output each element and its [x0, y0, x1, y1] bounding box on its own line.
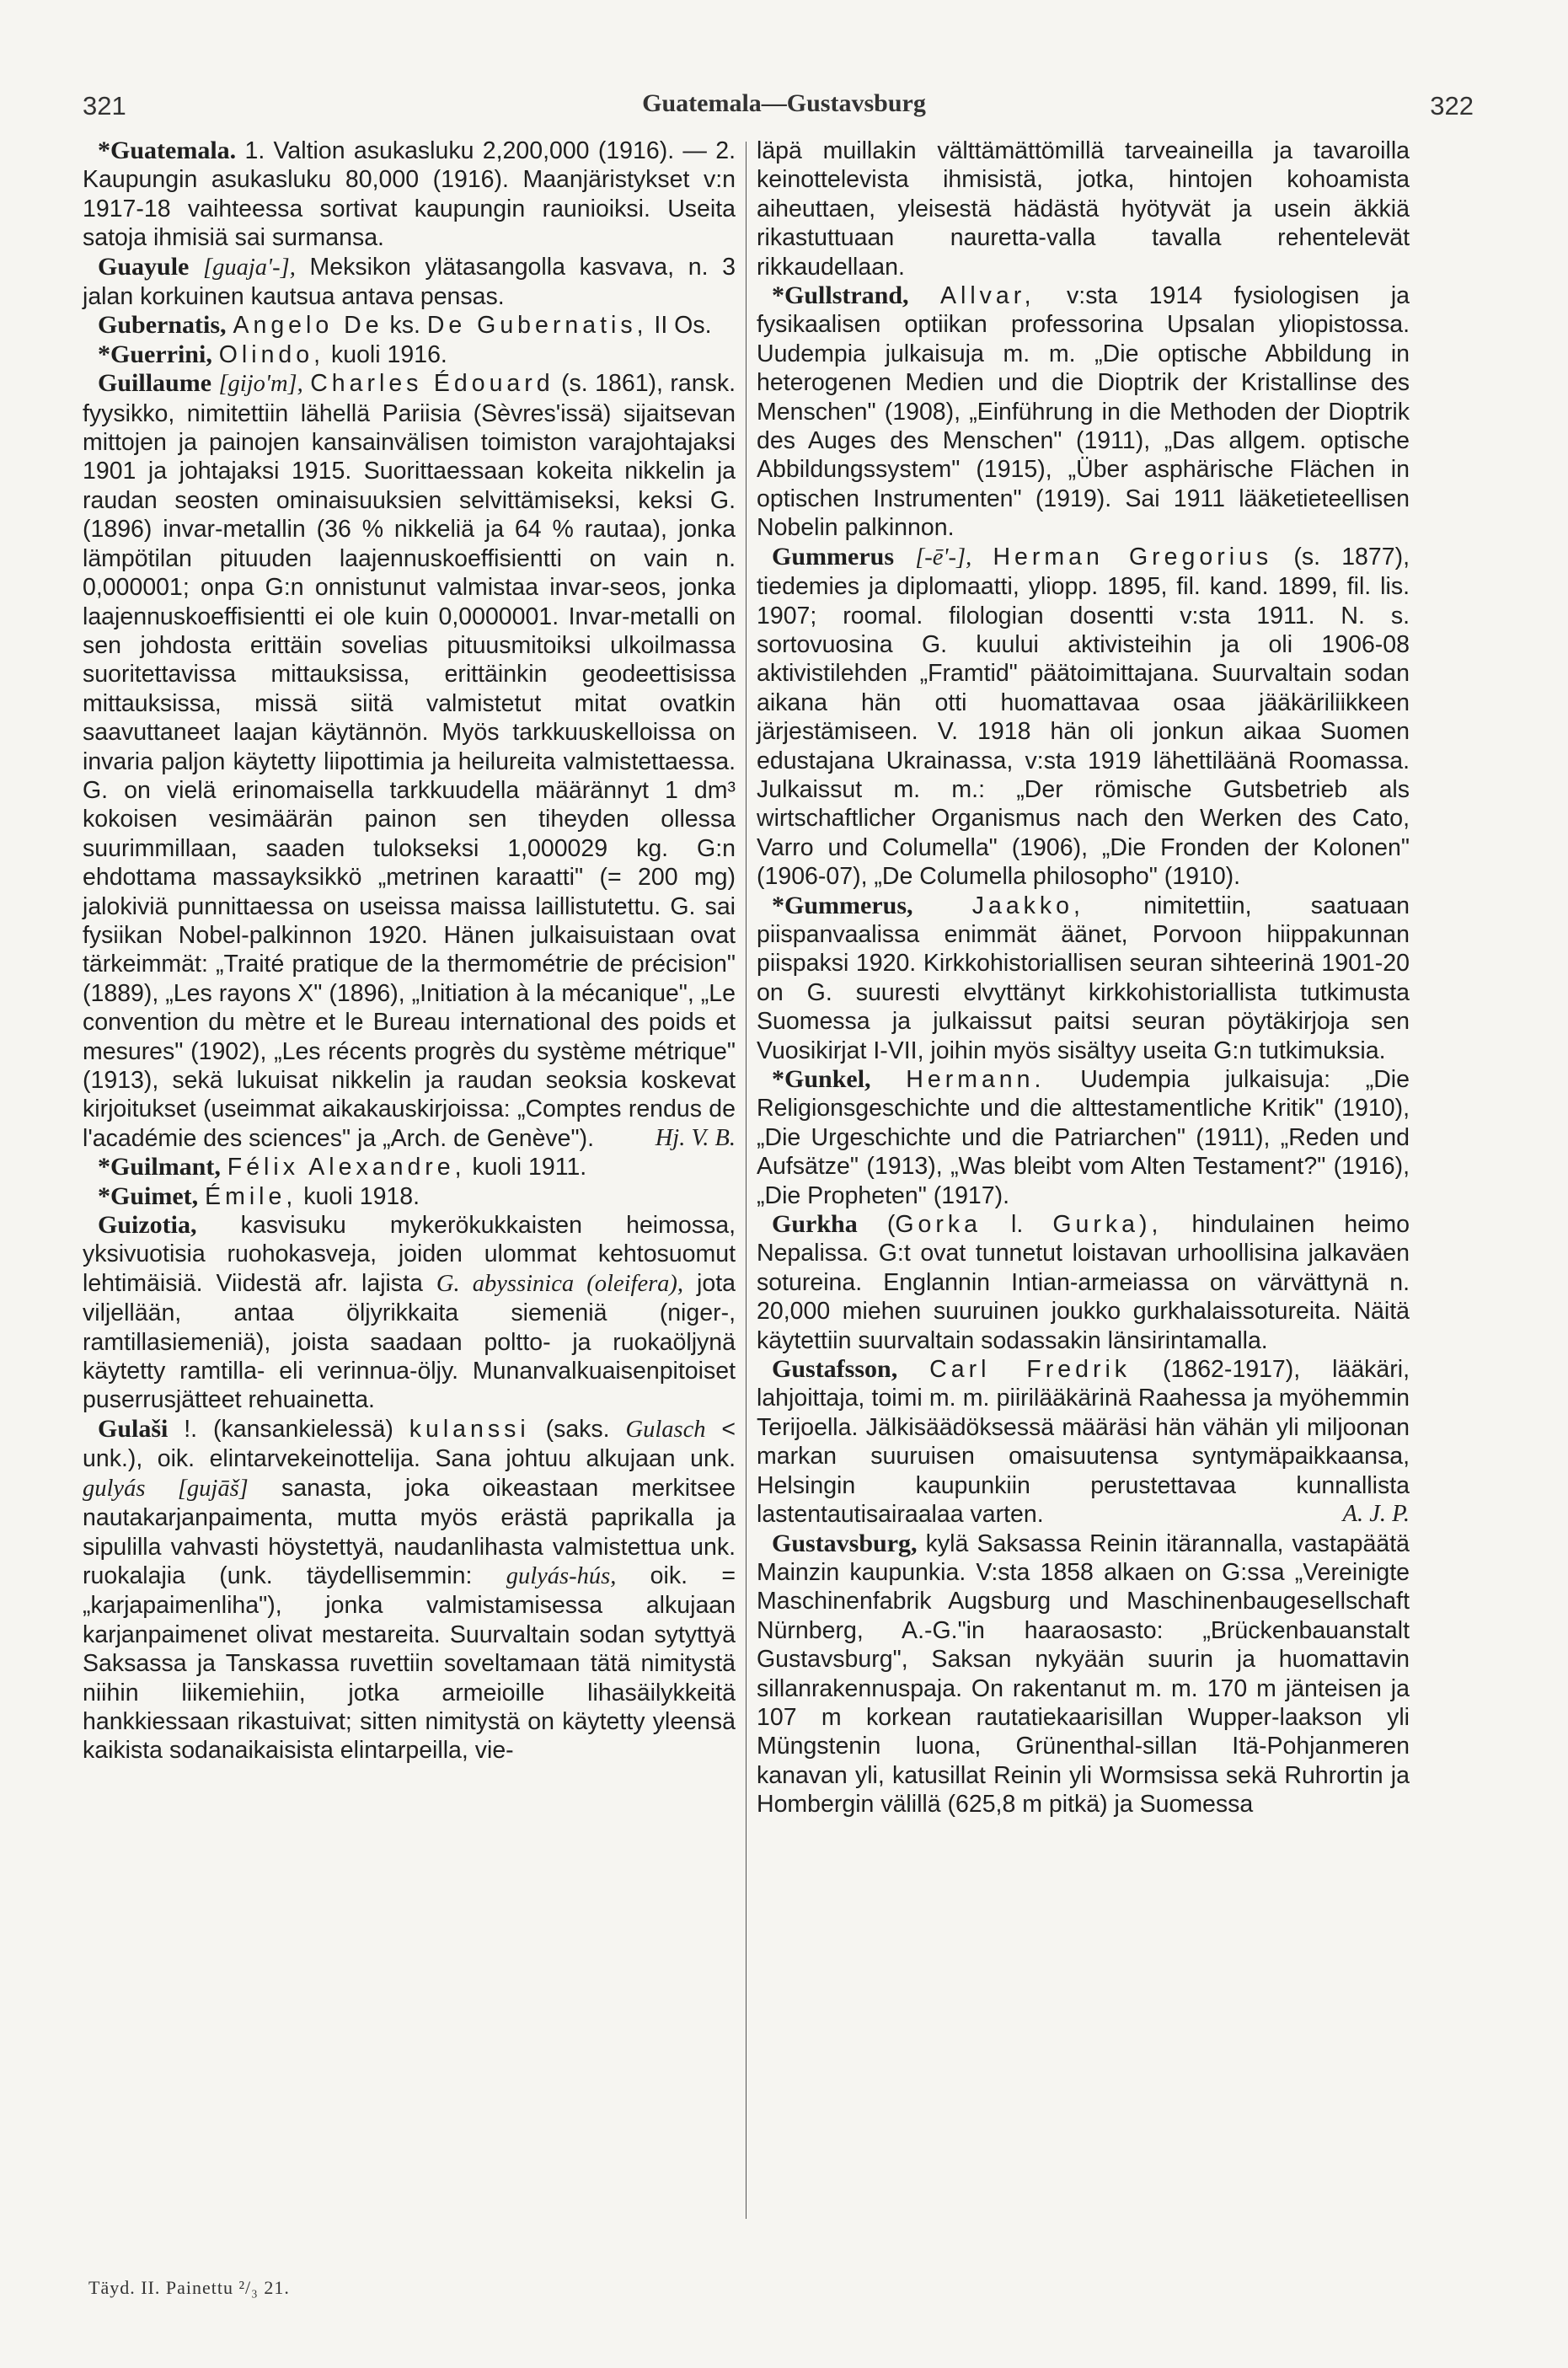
- spaced-term: Gorka: [895, 1211, 982, 1239]
- author-signature: Hj. V. B.: [655, 1124, 736, 1151]
- author-signature: A. J. P.: [1342, 1501, 1410, 1528]
- person-name: Herman Gregorius: [993, 543, 1273, 571]
- headword: *Gummerus,: [772, 891, 913, 919]
- entry-text: (s. 1877), tiedemies ja diplomaatti, yliopp. 1895, fil. kand. 1899, fil. lis. 1907; roomal. filologian dosentti v:sta 1911. N. s. sortovuosina G. kuului aktivisteihin ja oli 1906-08 aktivistilehden „Framtid" päätoimittajana. Suurvaltain sodan aikana hän otti huomattavaa osaa jääkäriliikkeen järjestämiseen. V. 1918 hän oli jonkun aikaa Suomen edustajana Ukrainassa, v:sta 1919 lähettiläänä Roomassa. Julkaissut m. m.: „Der römische Gutsbetrieb als wirtschaftlicher Organismus nach den Werken des Cato, Varro und Columella" (1906), „Die Fronden der Kolonen" (1906-07), „De Columella philosopho" (1910).: [757, 543, 1410, 891]
- entry-text: kylä Saksassa Reinin itärannalla, vastapäätä Mainzin kaupunkia. V:sta 1858 alkaen on G:ssa „Vereinigte Maschinenfabrik Augsburg und Maschinenbaugesellschaft Nürnberg, A.-G."in haaraosasto: „Brückenbauanstalt Gustavsburg", Saksan nykyään suurin ja huomattavin sillanrakennuspaja. On rakentanut m. m. 170 m jänteisen ja 107 m korkean rautatiekaarisillan Wupper-laakson yli Müngstenin luona, Grünenthal-sillan Itä-Pohjanmeren kanavan yli, katusillat Reinin yli Wormsissa sekä Ruhrortin ja Hombergin välillä (625,8 m pitkä) ja Suomessa: [757, 1530, 1410, 1819]
- entry-text: (saks.: [545, 1415, 610, 1443]
- headword: *Gullstrand,: [772, 281, 909, 310]
- entry-guatemala: [83, 137, 736, 253]
- headword: *Guerrini,: [98, 340, 212, 368]
- entry-text: hindulainen heimo Nepalissa. G:t ovat tunnetut loistavan urhoollisina jalkaväen sotureina. Englannin Intian-armeiassa on värvättynä n. 20,000 miehen suuruinen joukko gurkhalaissotureita. Näitä käytettiin suurvaltain sodassakin länsirintamalla.: [757, 1211, 1410, 1354]
- person-name: Charles Édouard: [310, 370, 554, 398]
- entry-text: kuoli 1916.: [330, 340, 447, 368]
- entry-text: kuoli 1918.: [303, 1182, 420, 1210]
- german-term: Gulasch: [625, 1416, 706, 1443]
- entry-guayule: [83, 253, 736, 312]
- pronunciation: [guaja'-],: [203, 254, 296, 281]
- spaced-term: Gurka),: [1052, 1211, 1163, 1239]
- headword: Guayule: [98, 252, 190, 281]
- headword: Gubernatis,: [98, 311, 227, 340]
- pronunciation: [gijo'm],: [218, 371, 303, 398]
- entry-guimet: [83, 1182, 736, 1211]
- entry-guizotia: [83, 1211, 736, 1415]
- entry-text: 1. Valtion asukasluku 2,200,000 (1916). — 2. Kaupungin asukasluku 80,000 (1916). Maanjäristykset v:n 1917-18 vaihteessa sortivat kaupungin raunioiksi. Useita satoja ihmisiä sai surmansa.: [83, 137, 736, 252]
- spaced-term: kulanssi: [409, 1415, 530, 1443]
- entry-text: Uudempia julkaisuja: „Die Religionsgeschichte und die alttestamentliche Kritik" (1910), „Die Urgeschichte und die Patriarchen" (1911), „Reden und Aufsätze" (1913), „Was bleibt vom Alten Testament?" (1916), „Die Propheten" (1917).: [757, 1066, 1410, 1209]
- entry-gullstrand: [757, 281, 1410, 543]
- entry-text: v:sta 1914 fysiologisen ja fysikaalisen optiikan professorina Upsalan yliopistossa. Uudempia julkaisuja m. m. „Die optische Abbildung in heterogenen Medien und die Dioptrik der Kristallinse des Menschen" (1908), „Einführung in die Methoden der Dioptrik des Auges des Menschen" (1911), „Das allgem. optische Abbildungssystem" (1915), „Über asphärische Flächen in optischen Instrumenten" (1919). Sai 1911 lääketieteellisen Nobelin palkinnon.: [757, 282, 1410, 542]
- left-column: [83, 137, 736, 1765]
- entry-guilmant: [83, 1153, 736, 1181]
- cross-reference: De Gubernatis,: [426, 312, 648, 340]
- page-number-right: 322: [1430, 91, 1474, 121]
- headword: Gurkha: [772, 1210, 858, 1239]
- person-name: Hermann.: [906, 1066, 1046, 1093]
- entry-gustavsburg: [757, 1530, 1410, 1819]
- right-column: [757, 137, 1410, 1819]
- person-name: Jaakko,: [971, 892, 1084, 919]
- entry-gustafsson: [757, 1355, 1410, 1529]
- entry-text: sanasta, joka oikeastaan merkitsee nautakarjanpaimenta, mutta myös erästä paprikalla ja sipulilla vahvasti höystettyä, naudanlihasta valmistettua unk. ruokalajia (unk. täydellisemmin:: [83, 1474, 736, 1589]
- entry-text: !. (kansankielessä): [184, 1415, 393, 1443]
- person-name: Angelo De: [233, 312, 383, 340]
- entry-text: ks.: [389, 312, 420, 340]
- hungarian-term: gulyás [gujāš]: [83, 1475, 249, 1502]
- entry-text: Meksikon ylätasangolla kasvava, n. 3 jalan korkuinen kautsua antava pensas.: [83, 253, 736, 311]
- entry-text: l.: [1011, 1211, 1024, 1239]
- entry-text: kuoli 1911.: [472, 1154, 587, 1181]
- headword: Guillaume: [98, 369, 212, 398]
- headword: *Guilmant,: [98, 1153, 221, 1181]
- entry-gulasi-continued: [757, 137, 1410, 281]
- column-divider: [746, 142, 747, 2219]
- entry-gubernatis: [83, 311, 736, 340]
- person-name: Carl Fredrik: [929, 1356, 1132, 1384]
- entry-text: (: [886, 1211, 896, 1239]
- entry-text: jota viljellään, antaa öljyrikkaita siemeniä (niger-, ramtillasiemeniä), joista saadaan poltto- ja ruokaöljynä käytetty ramtilla- eli verinnua-öljy. Munanvalkuaisenpitoiset puserrusjätteet rehuainetta.: [83, 1269, 736, 1414]
- running-head: Guatemala—Gustavsburg: [642, 89, 926, 117]
- headword: Gustafsson,: [772, 1355, 898, 1384]
- entry-guillaume: [83, 369, 736, 1153]
- entry-text: II Os.: [654, 312, 712, 340]
- headword: Gulaši: [98, 1414, 169, 1443]
- entry-text: oik. = „karjapaimenliha"), jonka valmistamisessa alkujaan karjanpaimenet olivat mestareita. Suurvaltain sodan sytyttyä Saksassa ja Tanskassa ruvettiin soveltamaan tätä nimitystä niihin liikemiehiin, jotka armeioille lihasäilykkeitä hankkiessaan rikastuivat; sitten nimitystä on käytetty yleensä kaikista sodanaikaisista elintarpeilla, vie-: [83, 1562, 736, 1765]
- entry-text: nimitettiin, saatuaan piispanvaalissa enimmät äänet, Porvoon hiippakunnan piispaksi 1920. Kirkkohistoriallisen seuran sihteerinä 1901-20 on G. suuresti elvyttänyt kirkkohistoriallista tutkimusta Suomessa ja julkaissut paitsi seuran pöytäkirjoja sen Vuosikirjat I-VII, joihin myös sisältyy useita G:n tutkimuksia.: [757, 892, 1410, 1064]
- headword: *Guimet,: [98, 1181, 199, 1210]
- entry-text: < unk.), oik. elintarvekeinottelija. Sana johtuu alkujaan unk.: [83, 1415, 736, 1473]
- entry-text: kasvisuku mykerökukkaisten heimossa, yksivuotisia ruohokasveja, joiden ulommat kehtosuomut lehtimäisiä. Viidestä afr. lajista: [83, 1212, 736, 1297]
- person-name: Olindo,: [218, 340, 325, 368]
- entry-text: läpä muillakin välttämättömillä tarveaineilla ja tavaroilla keinottelevista ihmisistä, jotka, hintojen kohoamista aiheuttaen, yleisestä hädästä hyötyvät ja usein äkkiä rikastuttuaan nauretta-valla tavalla rehentelevät rikkaudellaan.: [757, 137, 1410, 281]
- person-name: Émile,: [205, 1182, 297, 1210]
- headword: Gustavsburg,: [772, 1529, 918, 1557]
- page-number-left: 321: [83, 91, 126, 121]
- entry-gunkel: [757, 1065, 1410, 1210]
- hungarian-term: gulyás-hús,: [506, 1562, 617, 1589]
- latin-name: G. abyssinica (oleifera),: [436, 1270, 684, 1297]
- pronunciation: [-ē'-],: [915, 544, 972, 571]
- entry-text: (1862-1917), lääkäri, lahjoittaja, toimi m. m. piirilääkärinä Raahessa ja myöhemmin Terijoella. Jälkisäädöksessä määräsi hän vähän yli miljoonan markan suuruisen omaisuutensa syntymäpaikkaansa, Helsingin kaupunkiin perustettavaa kunnallista lastentautisairaalaa varten.: [757, 1356, 1410, 1529]
- entry-text: (s. 1861), ransk. fyysikko, nimitettiin lähellä Pariisia (Sèvres'issä) sijaitsevan mittojen ja painojen kansainvälisen toimiston varajohtajaksi 1901 ja johtajaksi 1915. Suorittaessaan kokeita nikkelin ja raudan seosten ominaisuuksien selvittämiseksi, keksi G. (1896) invar-metallin (36 % nikkeliä ja 64 % rautaa), jonka lämpötilan pituuden laajennuskoeffisientti on vain n. 0,000001; onpa G:n onnistunut valmistaa invar-seos, jonka laajennuskoeffisientti ei ole kuin 0,0000001. Invar-metalli on sen johdosta erittäin sovelias pituusmitoiksi ulkoilmassa suoritettavissa mittauksissa, erittäinkin geodeettisissa mittauksissa, missä siitä valmistetut mitat ovatkin saavuttaneet laajan käytännön. Myös tarkkuuskelloissa on invaria paljon käytetty liipottimia ja heilureita valmistettaessa. G. on vielä erinomaisella tarkkuudella määrännyt 1 dm³ kokoisen vesimäärän painon sen tiheyden ollessa suurimmillaan, saaden tulokseksi 1,000029 kg. G:n ehdottama massayksikkö „metrinen karaatti" (= 200 mg) jalokiviä punnittaessa on useissa maissa laillistutettu. G. sai fysiikan Nobel-palkinnon 1920. Hänen julkaisuistaan ovat tärkeimmät: „Traité pratique de la thermométrie de précision" (1889), „Les rayons X" (1896), „Initiation à la mécanique", „Le convention du mètre et le Bureau international des poids et mesures" (1902), „Les récents progrès du système métrique" (1913), sekä lukuisat nikkelin ja raudan seoksia koskevat kirjoitukset (useimmat aikakauskirjoissa: „Comptes rendus de l'académie des sciences" ja „Arch. de Genève").: [83, 370, 736, 1152]
- headword: Guizotia,: [98, 1211, 197, 1240]
- entry-guerrini: [83, 340, 736, 369]
- headword: *Guatemala.: [98, 137, 237, 164]
- entry-gummerus-herman: [757, 543, 1410, 892]
- headword: *Gunkel,: [772, 1065, 871, 1093]
- print-footer: Täyd. II. Painettu ²/₃ 21.: [88, 2277, 290, 2298]
- entry-gulasi: [83, 1415, 736, 1765]
- entry-gurkha: [757, 1210, 1410, 1355]
- headword: Gummerus: [772, 542, 894, 571]
- person-name: Allvar,: [939, 282, 1036, 310]
- entry-gummerus-jaakko: [757, 892, 1410, 1065]
- person-name: Félix Alexandre,: [227, 1154, 466, 1181]
